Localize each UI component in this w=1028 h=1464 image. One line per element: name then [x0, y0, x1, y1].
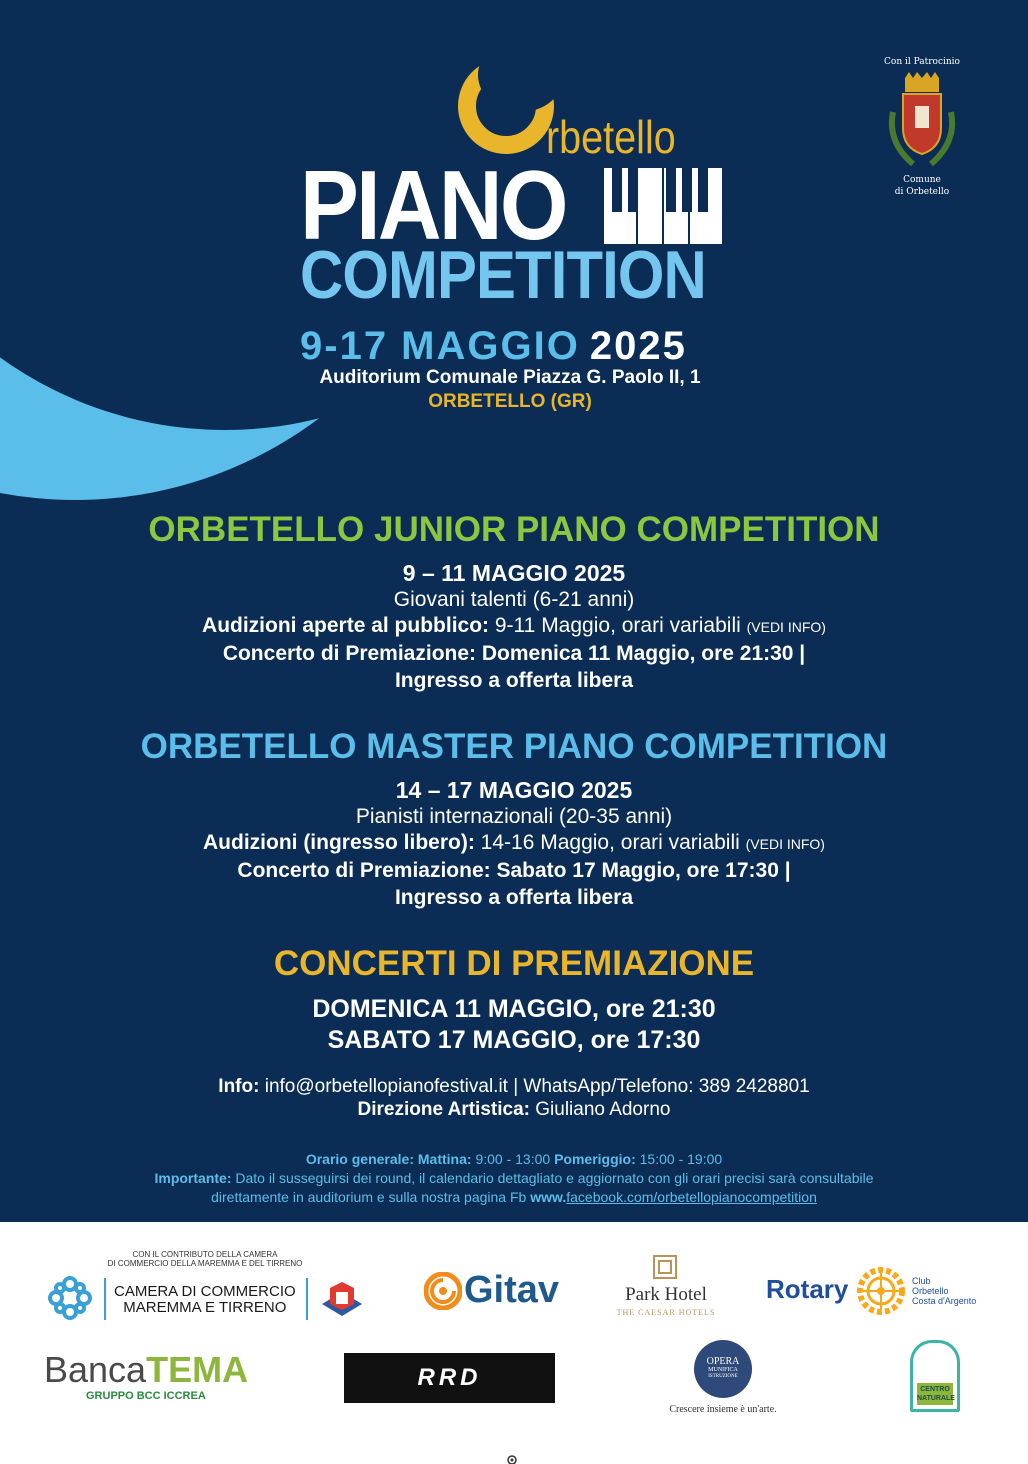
gitav-name: Gitav [464, 1269, 560, 1311]
gitav-logo-icon [424, 1272, 462, 1310]
master-concert: Concerto di Premiazione: Sabato 17 Maggio, ore 17:30 | [237, 859, 791, 882]
important-label: Importante: [154, 1170, 232, 1186]
direction-value: Giuliano Adorno [529, 1099, 671, 1120]
info-label: Info: [218, 1076, 260, 1097]
rotary-wheel-icon [856, 1266, 906, 1316]
venue-city: ORBETELLO (GR) [428, 391, 592, 412]
junior-dates: 9 – 11 MAGGIO 2025 [402, 560, 626, 586]
junior-auditions-note: (VEDI INFO) [746, 619, 826, 635]
opera-logo [694, 1340, 752, 1398]
master-title: ORBETELLO MASTER PIANO COMPETITION [140, 727, 888, 766]
camera-name-1: CAMERA DI COMMERCIO [114, 1283, 296, 1300]
important-text: Dato il susseguirsi dei round, il calendario dettagliato e aggiornato con gli orari precisi sarà consultabile [231, 1170, 874, 1186]
awards-line-2: SABATO 17 MAGGIO, ore 17:30 [327, 1026, 701, 1054]
schedule-important [0, 1169, 1028, 1188]
master-auditions-note: (VEDI INFO) [745, 836, 825, 852]
park-hotel-sub: THE CAESAR HOTELS [616, 1308, 716, 1317]
junior-concert: Concerto di Premiazione: Domenica 11 Maggio, ore 21:30 | [222, 642, 806, 665]
master-auditions [0, 830, 1028, 857]
event-year: 2025 [589, 324, 687, 368]
schedule-afternoon-label: Pomeriggio: [554, 1151, 636, 1167]
direction-label: Direzione Artistica: [357, 1099, 530, 1120]
master-auditions-value: 14-16 Maggio, orari variabili [474, 831, 746, 854]
camera-divider-2 [306, 1278, 308, 1320]
junior-auditions [0, 613, 1028, 640]
junior-entry: Ingresso a offerta libera [394, 669, 634, 692]
opera-3: ISTRUZIONE [708, 1374, 738, 1379]
schedule-label: Orario generale: [305, 1151, 414, 1167]
info-value[interactable]: info@orbetellopianofestival.it | WhatsApp/Telefono: 389 2428801 [259, 1076, 810, 1097]
venue-address: Auditorium Comunale Piazza G. Paolo II, 1 [319, 367, 701, 388]
centro-2: NATURALE [917, 1395, 955, 1402]
camera-note [100, 1250, 310, 1268]
rrd-name: RRD [417, 1364, 482, 1391]
awards-line-1: DOMENICA 11 MAGGIO, ore 21:30 [312, 995, 716, 1023]
centro-badge [917, 1383, 953, 1405]
banca-tema-logo [44, 1350, 248, 1390]
important-text-2: direttamente in auditorium e sulla nostra pagina Fb [211, 1189, 531, 1205]
camera-divider [104, 1278, 106, 1320]
event-dates [300, 324, 687, 368]
master-auditions-label: Audizioni (ingresso libero): [203, 831, 475, 854]
patronage-top: Con il Patrocinio [884, 57, 960, 67]
banca-tema-sub: GRUPPO BCC ICCREA [86, 1390, 206, 1402]
junior-title: ORBETELLO JUNIOR PIANO COMPETITION [148, 510, 880, 549]
awards-section [0, 944, 1028, 1056]
logo-o-cutout [478, 38, 564, 112]
centro-logo [910, 1340, 960, 1412]
opera-1: OPERA [706, 1356, 740, 1367]
junior-auditions-label: Audizioni aperte al pubblico: [202, 614, 490, 637]
schedule-morning-label: Mattina: [414, 1151, 472, 1167]
master-dates: 14 – 17 MAGGIO 2025 [395, 777, 633, 803]
schedule-section [0, 1150, 1028, 1207]
park-hotel-name: Park Hotel [625, 1284, 707, 1305]
master-entry: Ingresso a offerta libera [394, 886, 634, 909]
facebook-link[interactable]: facebook.com/orbetellopianocompetition [566, 1189, 817, 1205]
sponsors-area [0, 1222, 1028, 1464]
master-section [0, 727, 1028, 911]
logo-rbetello: rbetello [546, 111, 676, 163]
camera-note-2: DI COMMERCIO DELLA MAREMMA E DEL TIRRENO [107, 1259, 303, 1268]
park-hotel-logo-icon [652, 1254, 678, 1280]
master-subtitle: Pianisti internazionali (20-35 anni) [355, 805, 673, 828]
info-section [0, 1075, 1028, 1121]
rotary-name: Rotary [766, 1274, 849, 1304]
rotary-club-2: Orbetello [912, 1286, 949, 1296]
patronage-bottom-2: di Orbetello [894, 187, 950, 197]
building-icon [318, 1278, 366, 1322]
rrd-logo [344, 1353, 555, 1403]
camera-name-2: MAREMMA E TIRRENO [123, 1299, 287, 1316]
logo-piano: PIANO [300, 150, 566, 260]
junior-section [0, 510, 1028, 694]
camera-commercio-logo-icon [46, 1274, 94, 1322]
target-mark-icon [506, 1454, 518, 1464]
logo-competition: COMPETITION [300, 237, 706, 313]
schedule-general [0, 1150, 1028, 1169]
camera-name [114, 1284, 296, 1316]
piano-keys-icon [604, 168, 722, 244]
info-contact [0, 1075, 1028, 1098]
junior-auditions-value: 9-11 Maggio, orari variabili [489, 614, 747, 637]
fb-www: www. [530, 1189, 567, 1205]
opera-2: MUNIFICA [708, 1367, 738, 1373]
rotary-club [912, 1276, 976, 1306]
schedule-important-2 [0, 1188, 1028, 1207]
banca-tema-2: TEMA [146, 1349, 249, 1390]
awards-title: CONCERTI DI PREMIAZIONE [273, 944, 755, 983]
venue-block [300, 366, 720, 414]
opera-motto: Crescere insieme è un'arte. [669, 1404, 777, 1415]
schedule-afternoon-value: 15:00 - 19:00 [635, 1151, 723, 1167]
patronage-block [872, 56, 972, 198]
event-dates-range: 9-17 MAGGIO [300, 324, 580, 368]
schedule-morning-value: 9:00 - 13:00 [471, 1151, 555, 1167]
junior-subtitle: Giovani talenti (6-21 anni) [393, 588, 635, 611]
banca-tema-1: Banca [44, 1349, 147, 1390]
info-direction [0, 1098, 1028, 1121]
patronage-bottom-1: Comune [903, 175, 941, 185]
centro-1: CENTRO [920, 1386, 950, 1393]
rotary-club-3: Costa d'Argento [912, 1296, 977, 1306]
rotary-club-1: Club [912, 1276, 931, 1286]
coat-of-arms-icon [885, 72, 959, 172]
camera-note-1: CON IL CONTRIBUTO DELLA CAMERA [132, 1250, 278, 1259]
